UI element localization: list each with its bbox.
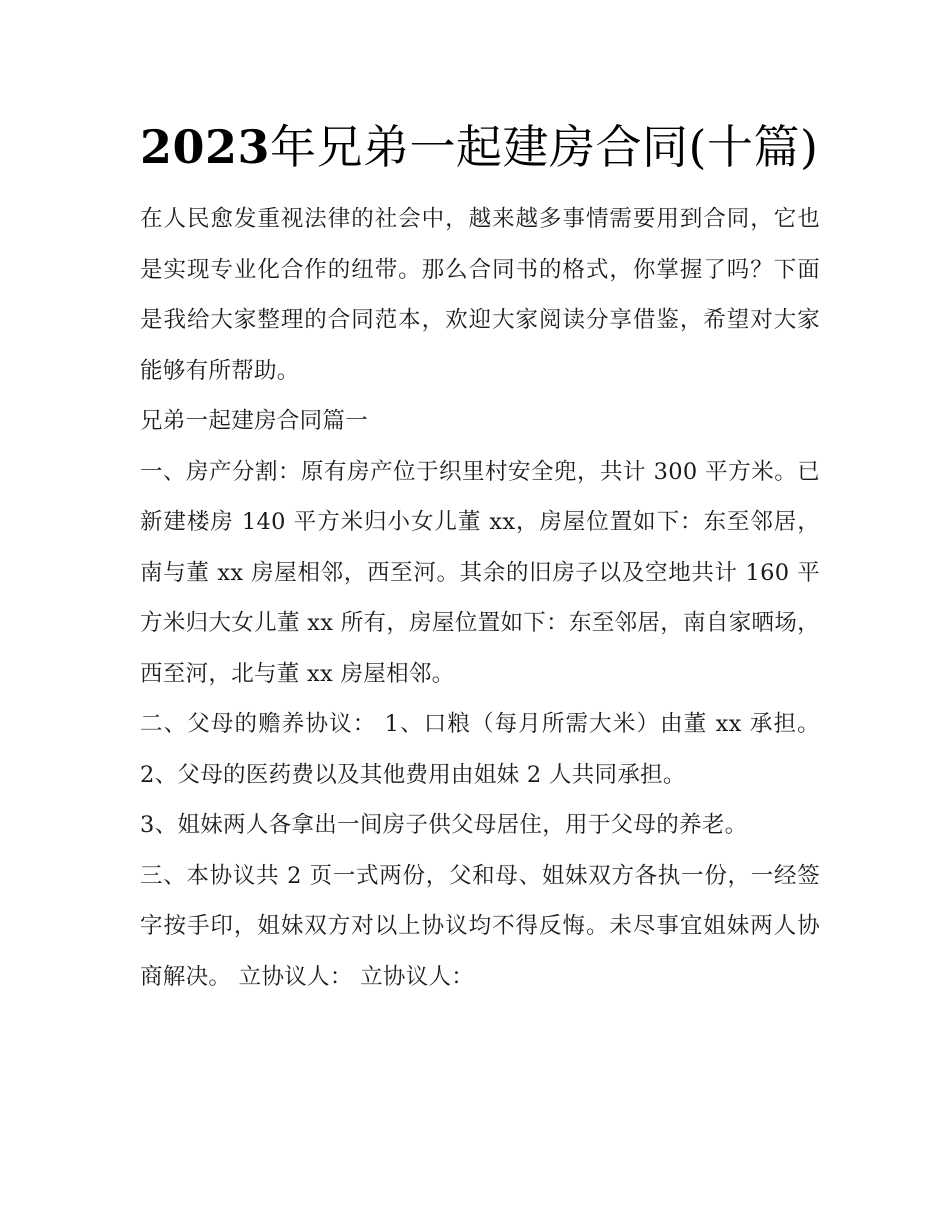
- clause-parent-support: 二、父母的赡养协议： 1、口粮（每月所需大米）由董 xx 承担。 2、父母的医药费以及其他费用由姐妹 2 人共同承担。: [140, 711, 820, 788]
- document-title: [140, 112, 820, 182]
- clause-housing: 3、姐妹两人各拿出一间房子供父母居住，用于父母的养老。: [140, 812, 748, 838]
- clause-property-division: 一、房产分割：原有房产位于织里村安全兜，共计 300 平方米。已新建楼房 140 平方米归小女儿董 xx，房屋位置如下：东至邻居，南与董 xx 房屋相邻，西至河。其余的旧房子以及空地共计 160 平方米归大女儿董 xx 所有，房屋位置如下：东至邻居，南自家晒场，西至河，北与董 xx 房屋相邻。: [140, 458, 820, 687]
- document-body: [140, 112, 820, 1002]
- section-heading: 兄弟一起建房合同篇一: [140, 408, 369, 434]
- clause-copies-signatures: 三、本协议共 2 页一式两份，父和母、姐妹双方各执一份，一经签字按手印，姐妹双方对以上协议均不得反悔。未尽事宜姐妹两人协商解决。 立协议人： 立协议人：: [140, 862, 820, 990]
- title-year: 2023: [140, 120, 271, 174]
- intro-paragraph: 在人民愈发重视法律的社会中，越来越多事情需要用到合同，它也是实现专业化合作的纽带。那么合同书的格式，你掌握了吗？下面是我给大家整理的合同范本，欢迎大家阅读分享借鉴，希望对大家能够有所帮助。: [140, 206, 820, 384]
- title-text: 年兄弟一起建房合同(十篇): [270, 120, 819, 174]
